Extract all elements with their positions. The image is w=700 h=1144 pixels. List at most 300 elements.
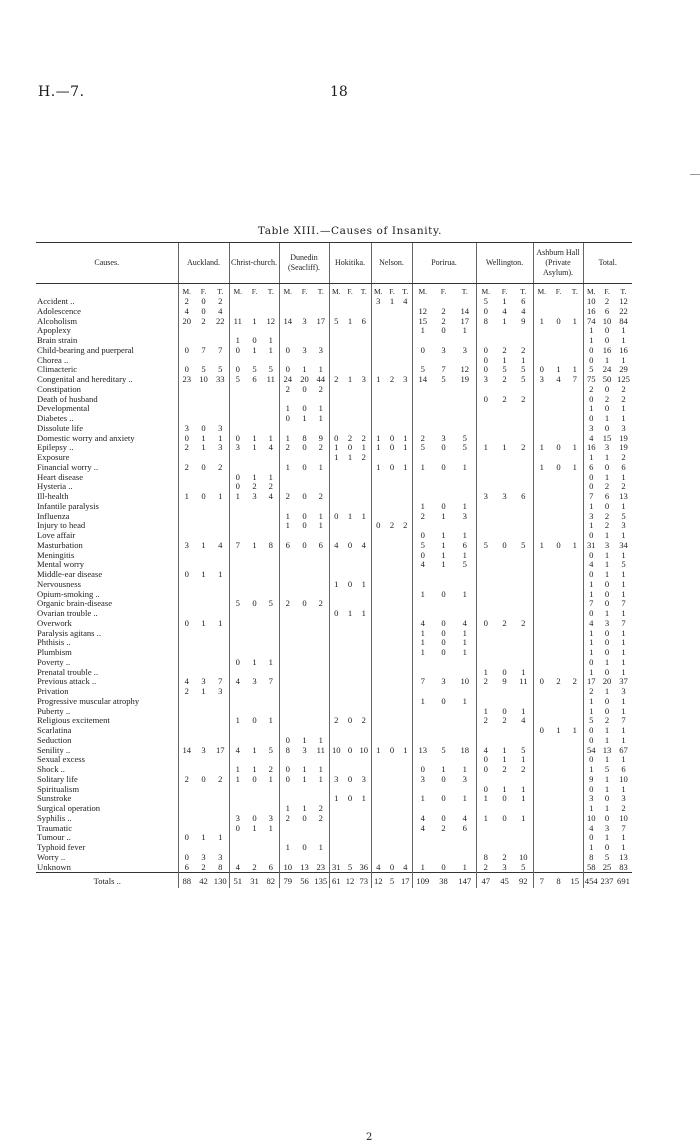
count-cell (343, 707, 357, 717)
count-cell (343, 843, 357, 853)
count-cell (476, 599, 495, 609)
count-cell (195, 356, 212, 366)
count-cell (229, 726, 246, 736)
count-cell: 44 (316, 375, 326, 384)
count-cell: 0 (229, 434, 246, 444)
count-cell (296, 453, 313, 463)
count-cell (533, 346, 550, 356)
cause-label: Scarlatina (37, 726, 72, 735)
group-header: Porirua. (412, 243, 476, 284)
count-cell (550, 346, 567, 356)
count-cell (246, 560, 263, 570)
count-cell (195, 707, 212, 717)
count-cell (385, 843, 399, 853)
count-cell: 5 (462, 560, 467, 570)
count-cell (550, 716, 567, 726)
count-cell (550, 687, 567, 697)
count-cell (212, 755, 229, 765)
count-cell (343, 726, 357, 736)
count-cell: 15 (567, 873, 583, 889)
count-cell: 2 (178, 297, 195, 307)
count-cell (371, 707, 385, 717)
cause-label: Puberty .. (37, 706, 71, 716)
count-cell (433, 482, 454, 492)
count-cell: 1 (621, 472, 626, 482)
count-cell (343, 765, 357, 775)
count-cell: 0 (389, 443, 395, 453)
count-cell (279, 648, 296, 658)
count-cell: 0 (604, 667, 610, 677)
count-cell (454, 726, 476, 736)
count-cell: 11 (229, 317, 246, 327)
count-cell: 4 (583, 619, 599, 629)
count-cell: 1 (279, 434, 296, 444)
count-cell (412, 785, 433, 795)
count-cell (567, 395, 583, 405)
page-number: 18 (330, 84, 348, 100)
table-row (36, 814, 632, 824)
count-cell (313, 326, 329, 336)
count-cell (195, 804, 212, 814)
sex-column-header: T. (217, 287, 224, 297)
count-cell (246, 297, 263, 307)
count-cell (385, 365, 399, 375)
count-cell: 0 (604, 843, 610, 852)
count-cell: 3 (583, 512, 599, 522)
count-cell: 2 (441, 306, 446, 316)
count-cell: 0 (604, 638, 610, 648)
count-cell: 3 (252, 677, 257, 687)
count-cell: 1 (621, 589, 626, 599)
count-cell (454, 580, 476, 590)
cause-label: Solitary life (37, 774, 78, 784)
table-row (36, 609, 632, 619)
count-cell (454, 668, 476, 678)
count-cell (454, 482, 476, 492)
subheader-blank (36, 284, 178, 298)
table-row (36, 375, 632, 385)
count-cell (385, 658, 399, 668)
count-cell (385, 668, 399, 678)
cause-label: Phthisis .. (37, 638, 71, 648)
count-cell (476, 473, 495, 483)
count-cell: 4 (178, 307, 195, 317)
count-cell (385, 687, 399, 697)
count-cell (263, 560, 279, 570)
table-row (36, 824, 632, 834)
count-cell: 1 (572, 462, 577, 472)
count-cell (533, 697, 550, 707)
count-cell (296, 336, 313, 346)
count-cell (178, 512, 195, 522)
count-cell (433, 804, 454, 814)
count-cell: 0 (347, 794, 353, 804)
count-cell (313, 336, 329, 346)
count-cell: 147 (454, 873, 476, 889)
count-cell: 0 (502, 667, 507, 677)
count-cell (357, 833, 371, 843)
count-cell (454, 755, 476, 765)
count-cell: 3 (371, 297, 385, 307)
count-cell (246, 668, 263, 678)
count-cell (296, 697, 313, 707)
count-cell: 0 (302, 813, 307, 823)
count-cell (357, 365, 371, 375)
count-cell (385, 590, 399, 600)
count-cell: 0 (476, 755, 495, 765)
count-cell (567, 473, 583, 483)
count-cell: 1 (621, 628, 626, 638)
count-cell (329, 687, 343, 697)
count-cell (329, 492, 343, 502)
count-cell (476, 570, 495, 580)
count-cell: 2 (441, 316, 446, 326)
count-cell (329, 629, 343, 639)
count-cell (296, 424, 313, 434)
count-cell (476, 502, 495, 512)
count-cell (533, 785, 550, 795)
count-cell: 1 (329, 453, 343, 463)
count-cell: 1 (556, 726, 561, 735)
count-cell: 1 (621, 648, 626, 657)
count-cell: 1 (268, 774, 273, 784)
count-cell (385, 814, 399, 824)
count-cell: 1 (302, 804, 307, 813)
count-cell (343, 297, 357, 307)
count-cell: 31 (329, 863, 343, 873)
count-cell: 2 (572, 677, 577, 687)
count-cell (329, 502, 343, 512)
count-cell: 1 (371, 746, 385, 756)
count-cell: 2 (318, 443, 323, 453)
count-cell: 4 (583, 560, 599, 570)
count-cell: 1 (462, 550, 467, 560)
count-cell (433, 570, 454, 580)
count-cell: 1 (621, 531, 626, 540)
count-cell: 5 (462, 433, 467, 443)
count-cell (385, 716, 399, 726)
count-cell (371, 580, 385, 590)
count-cell (399, 853, 412, 863)
count-cell (433, 492, 454, 502)
count-cell (495, 482, 514, 492)
count-cell (279, 307, 296, 317)
count-cell (357, 726, 371, 736)
count-cell (246, 785, 263, 795)
count-cell (178, 765, 195, 775)
count-cell (279, 668, 296, 678)
cause-label: Organic brain-disease (37, 599, 113, 609)
count-cell (533, 570, 550, 580)
count-cell: 0 (583, 833, 599, 843)
count-cell (329, 365, 343, 375)
count-cell: 0 (302, 511, 307, 521)
count-cell: 14 (279, 317, 296, 327)
count-cell (514, 824, 533, 834)
count-cell: 0 (476, 356, 495, 366)
count-cell (371, 668, 385, 678)
count-cell (550, 775, 567, 785)
count-cell (433, 853, 454, 863)
count-cell: 1 (441, 511, 446, 521)
count-cell (343, 785, 357, 795)
cause-label: Tumour .. (37, 833, 71, 843)
count-cell (357, 414, 371, 424)
count-cell: 1 (441, 765, 446, 774)
count-cell (371, 629, 385, 639)
count-cell (178, 580, 195, 590)
count-cell (279, 824, 296, 834)
count-cell: 0 (583, 658, 599, 668)
sex-column-header: F. (301, 287, 308, 297)
count-cell: 16 (619, 345, 628, 355)
table-row (36, 677, 632, 687)
count-cell (229, 609, 246, 619)
count-cell (178, 590, 195, 600)
count-cell: 1 (201, 570, 206, 579)
count-cell (495, 434, 514, 444)
count-cell: 9 (583, 775, 599, 785)
count-cell: 1 (462, 862, 467, 872)
cause-label: Epilepsy .. (37, 443, 74, 453)
count-cell: 8 (218, 862, 223, 872)
count-cell (329, 648, 343, 658)
count-cell: 2 (502, 716, 507, 726)
table-row (36, 668, 632, 678)
count-cell (229, 804, 246, 814)
count-cell (412, 404, 433, 414)
count-cell (454, 658, 476, 668)
count-cell: 1 (371, 434, 385, 444)
count-cell: 3 (229, 814, 246, 824)
count-cell (279, 395, 296, 405)
count-cell: 2 (412, 434, 433, 444)
count-cell: 82 (263, 873, 279, 889)
count-cell (533, 502, 550, 512)
count-cell: 3 (329, 775, 343, 785)
count-cell (385, 336, 399, 346)
count-cell (212, 531, 229, 541)
count-cell: 1 (318, 511, 323, 521)
count-cell (412, 482, 433, 492)
count-cell (246, 609, 263, 619)
count-cell (246, 833, 263, 843)
count-cell: 0 (178, 619, 195, 629)
count-cell: 4 (583, 434, 599, 444)
count-cell (550, 599, 567, 609)
cause-label: Child-bearing and puerperal (37, 345, 134, 355)
count-cell: 0 (502, 794, 507, 804)
count-cell: 4 (218, 540, 223, 550)
count-cell: 0 (502, 540, 507, 550)
count-cell: 7 (218, 345, 223, 355)
count-cell: 5 (521, 862, 526, 872)
count-cell (296, 707, 313, 717)
count-cell: 3 (218, 443, 223, 453)
count-cell: 4 (361, 540, 366, 550)
count-cell (212, 609, 229, 619)
count-cell (495, 687, 514, 697)
count-cell: 0 (229, 658, 246, 668)
count-cell (567, 619, 583, 629)
count-cell (212, 502, 229, 512)
count-cell: 0 (441, 696, 446, 706)
count-cell: 5 (347, 862, 353, 872)
count-cell (567, 629, 583, 639)
cause-label: Plumbism (37, 648, 72, 657)
count-cell: 3 (229, 443, 246, 453)
count-cell (454, 297, 476, 307)
count-cell: 1 (218, 618, 223, 628)
count-cell (178, 502, 195, 512)
count-cell: 0 (279, 736, 296, 746)
count-cell (296, 619, 313, 629)
count-cell: 1 (604, 550, 610, 560)
count-cell (385, 356, 399, 366)
count-cell (495, 551, 514, 561)
count-cell (567, 785, 583, 795)
count-cell: 4 (371, 863, 385, 873)
count-cell: 4 (521, 716, 526, 726)
count-cell: 0 (441, 443, 446, 453)
count-cell: 5 (441, 375, 446, 384)
count-cell (343, 736, 357, 746)
table-row (36, 336, 632, 346)
count-cell: 2 (441, 823, 446, 833)
count-cell: 1 (604, 726, 610, 735)
count-cell (385, 794, 399, 804)
count-cell (514, 843, 533, 853)
count-cell: 0 (604, 706, 610, 716)
subheader-row (36, 284, 632, 298)
count-cell (533, 716, 550, 726)
count-cell: 1 (268, 823, 273, 833)
count-cell: 4 (462, 813, 467, 823)
count-cell (357, 307, 371, 317)
count-cell (514, 404, 533, 414)
cause-label: Overwork (37, 618, 72, 628)
count-cell: 1 (329, 794, 343, 804)
count-cell (433, 385, 454, 395)
count-cell: 12 (460, 365, 470, 375)
count-cell (371, 453, 385, 463)
count-cell: 0 (302, 521, 307, 531)
count-cell: 0 (441, 813, 446, 823)
count-cell: 5 (521, 540, 526, 550)
count-cell (371, 541, 385, 551)
count-cell (454, 570, 476, 580)
sex-column-header: F. (440, 287, 447, 297)
count-cell (514, 424, 533, 434)
count-cell (296, 395, 313, 405)
count-cell: 1 (201, 833, 206, 843)
count-cell: 1 (279, 404, 296, 414)
count-cell: 0 (347, 443, 353, 453)
count-cell: 0 (329, 512, 343, 522)
count-cell (212, 794, 229, 804)
count-cell (567, 551, 583, 561)
count-cell: 5 (412, 443, 433, 453)
count-cell: 14 (412, 375, 433, 385)
count-cell (550, 395, 567, 405)
count-cell: 4 (218, 306, 223, 316)
count-cell: 1 (218, 570, 223, 579)
count-cell (567, 775, 583, 785)
count-cell (229, 424, 246, 434)
count-cell: 1 (604, 570, 610, 579)
count-cell: 0 (604, 579, 610, 589)
count-cell: 0 (412, 531, 433, 541)
count-cell: 3 (201, 852, 206, 862)
count-cell (385, 775, 399, 785)
count-cell: 1 (533, 443, 550, 453)
count-cell: 2 (279, 814, 296, 824)
count-cell (567, 404, 583, 414)
count-cell (433, 658, 454, 668)
count-cell (296, 853, 313, 863)
count-cell (371, 346, 385, 356)
count-cell (567, 346, 583, 356)
cause-label: Love affair (37, 531, 76, 540)
count-cell (343, 346, 357, 356)
count-cell (371, 473, 385, 483)
count-cell (495, 531, 514, 541)
count-cell (229, 853, 246, 863)
count-cell (279, 473, 296, 483)
count-cell (433, 687, 454, 697)
count-cell (454, 356, 476, 366)
count-cell: 4 (403, 297, 408, 306)
count-cell: 74 (583, 317, 599, 327)
count-cell: 1 (252, 657, 257, 667)
count-cell (454, 453, 476, 463)
count-cell (399, 619, 412, 629)
causes-of-insanity-table (36, 242, 632, 888)
count-cell: 23 (178, 375, 195, 385)
count-cell (212, 697, 229, 707)
count-cell: 15 (602, 433, 612, 443)
count-cell: 2 (329, 375, 343, 385)
count-cell: 34 (619, 540, 628, 550)
count-cell: 1 (621, 706, 626, 716)
count-cell: 8 (476, 853, 495, 863)
count-cell: 1 (178, 492, 195, 502)
count-cell (195, 814, 212, 824)
count-cell: 130 (212, 873, 229, 889)
count-cell: 1 (412, 638, 433, 648)
count-cell: 109 (412, 873, 433, 889)
count-cell: 2 (604, 521, 610, 531)
count-cell (263, 833, 279, 843)
count-cell: 0 (441, 862, 446, 872)
count-cell: 1 (268, 345, 273, 355)
count-cell (357, 404, 371, 414)
count-cell (357, 326, 371, 336)
count-cell (329, 570, 343, 580)
count-cell: 3 (218, 852, 223, 862)
count-cell (454, 473, 476, 483)
count-cell (433, 726, 454, 736)
count-cell: 1 (403, 443, 408, 453)
count-cell: 2 (178, 687, 195, 697)
count-cell (550, 404, 567, 414)
count-cell (371, 619, 385, 629)
count-cell: 0 (583, 736, 599, 746)
count-cell: 10 (279, 863, 296, 873)
count-cell (412, 843, 433, 853)
count-cell: 10 (583, 297, 599, 307)
count-cell: 0 (252, 774, 257, 784)
